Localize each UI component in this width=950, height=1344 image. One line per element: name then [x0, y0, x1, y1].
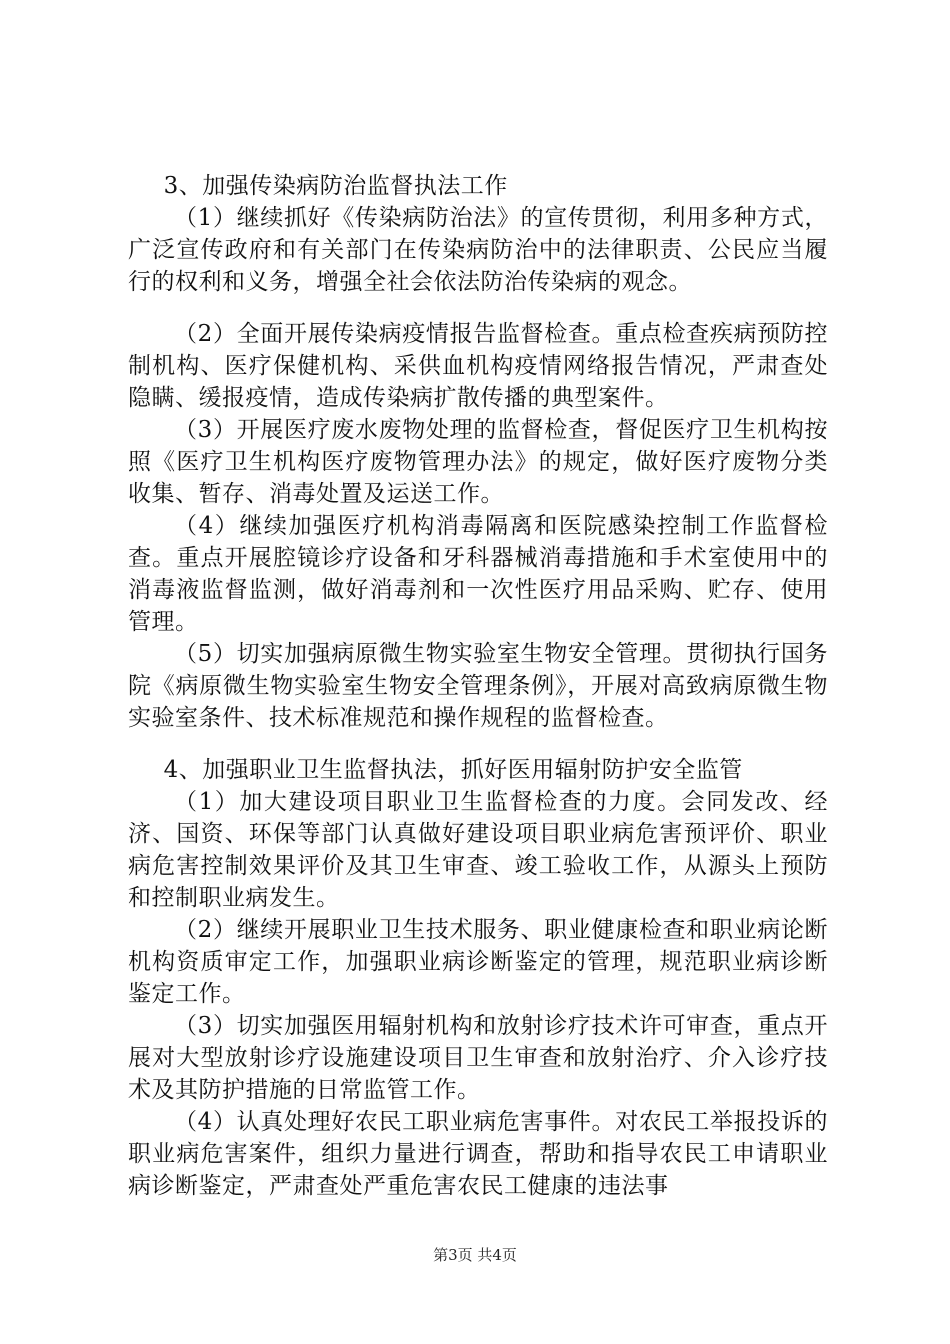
paragraph: （5）切实加强病原微生物实验室生物安全管理。贯彻执行国务院《病原微生物实验室生物安全管理条例》，开展对高致病原微生物实验室条件、技术标准规范和操作规程的监督检查。 — [128, 641, 828, 731]
paragraph-gap — [128, 298, 828, 318]
paragraph: （2）全面开展传染病疫情报告监督检查。重点检查疾病预防控制机构、医疗保健机构、采供血机构疫情网络报告情况，严肃查处隐瞒、缓报疫情，造成传染病扩散传播的典型案件。 — [128, 321, 828, 411]
paragraph: （4）继续加强医疗机构消毒隔离和医院感染控制工作监督检查。重点开展腔镜诊疗设备和牙科器械消毒措施和手术室使用中的消毒液监督监测，做好消毒剂和一次性医疗用品采购、贮存、使用管理。 — [128, 513, 828, 635]
paragraph: （3）切实加强医用辐射机构和放射诊疗技术许可审查，重点开展对大型放射诊疗设施建设项目卫生审查和放射治疗、介入诊疗技术及其防护措施的日常监管工作。 — [128, 1013, 828, 1103]
page-number-footer: 第3页 共4页 — [433, 1246, 517, 1264]
section-heading: 3、加强传染病防治监督执法工作 — [163, 173, 508, 199]
paragraph-gap — [128, 734, 828, 754]
document-body — [128, 170, 828, 1202]
paragraph: （4）认真处理好农民工职业病危害事件。对农民工举报投诉的职业病危害案件，组织力量进行调查，帮助和指导农民工申请职业病诊断鉴定，严肃查处严重危害农民工健康的违法事 — [128, 1109, 828, 1199]
paragraph: （2）继续开展职业卫生技术服务、职业健康检查和职业病论断机构资质审定工作，加强职业病诊断鉴定的管理，规范职业病诊断鉴定工作。 — [128, 917, 828, 1007]
paragraph: （1）加大建设项目职业卫生监督检查的力度。会同发改、经济、国资、环保等部门认真做好建设项目职业病危害预评价、职业病危害控制效果评价及其卫生审查、竣工验收工作，从源头上预防和控制职业病发生。 — [128, 789, 828, 911]
section-heading: 4、加强职业卫生监督执法，抓好医用辐射防护安全监管 — [163, 757, 743, 783]
paragraph: （1）继续抓好《传染病防治法》的宣传贯彻，利用多种方式，广泛宣传政府和有关部门在传染病防治中的法律职责、公民应当履行的权利和义务，增强全社会依法防治传染病的观念。 — [128, 205, 828, 295]
paragraph: （3）开展医疗废水废物处理的监督检查，督促医疗卫生机构按照《医疗卫生机构医疗废物管理办法》的规定，做好医疗废物分类收集、暂存、消毒处置及运送工作。 — [128, 417, 828, 507]
